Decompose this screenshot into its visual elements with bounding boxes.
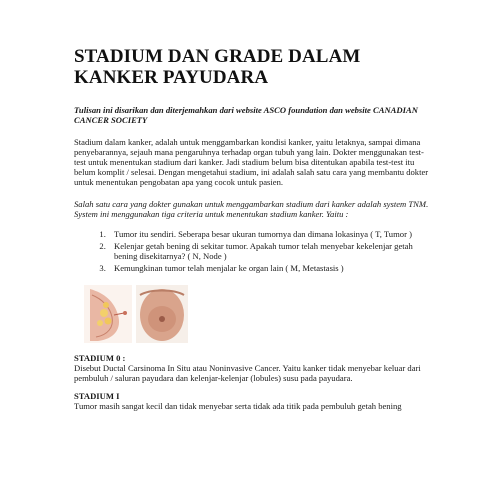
- stadium-0-text: Disebut Ductal Carsinoma In Situ atau Noninvasive Cancer. Yaitu kanker tidak menyebar keluar dari pembuluh / saluran payudara dan kelenjar-kelenjar (lobules) susu pada payudara.: [74, 363, 421, 383]
- breast-photo-image: [136, 285, 188, 343]
- list-item: 2. Kelenjar getah bening di sekitar tumor. Apakah tumor telah menyebar kekelenjar getah bening disekitarnya? ( N, Node ): [108, 241, 434, 261]
- title-line-1: STADIUM DAN GRADE DALAM: [74, 46, 361, 67]
- stadium-1-text: Tumor masih sangat kecil dan tidak menyebar serta tidak ada titik pada pembuluh getah bening: [74, 401, 402, 411]
- document-content: [74, 46, 434, 411]
- tnm-paragraph: Salah satu cara yang dokter gunakan untuk menggambarkan stadium dari kanker adalah system TNM. System ini menggunakan tiga criteria untuk menentukan stadium kanker. Yaitu :: [74, 199, 429, 219]
- intro-paragraph: Stadium dalam kanker, adalah untuk menggambarkan kondisi kanker, yaitu letaknya, sampai dimana penyebarannya, sejauh mana pengaruhnya terhadap organ tubuh yang lain. Dokter menggunakan test-test untuk menentukan stadium dari kanker. Jadi stadium belum bisa ditentukan apabila test-test itu belum komplit / selesai. Dengan mengetahui stadium, ini adalah salah satu cara yang membantu dokter untuk menentukan pengobatan apa yang cocok untuk pasien.: [74, 137, 429, 187]
- source-note: Tulisan ini disarikan dan diterjemahkan dari website ASCO foundation dan website CANADIAN CANCER SOCIETY: [74, 105, 418, 125]
- stadium-0-heading: STADIUM 0 :: [74, 353, 126, 363]
- list-item: 3. Kemungkinan tumor telah menjalar ke organ lain ( M, Metastasis ): [108, 263, 434, 273]
- tnm-criteria-list: [74, 229, 434, 273]
- title-line-2: KANKER PAYUDARA: [74, 67, 269, 88]
- illustration-row: [74, 285, 434, 345]
- breast-anatomy-image: [84, 285, 132, 343]
- document-title: [74, 46, 434, 88]
- stadium-1-heading: STADIUM I: [74, 391, 120, 401]
- list-item: 1. Tumor itu sendiri. Seberapa besar ukuran tumornya dan dimana lokasinya ( T, Tumor ): [108, 229, 434, 239]
